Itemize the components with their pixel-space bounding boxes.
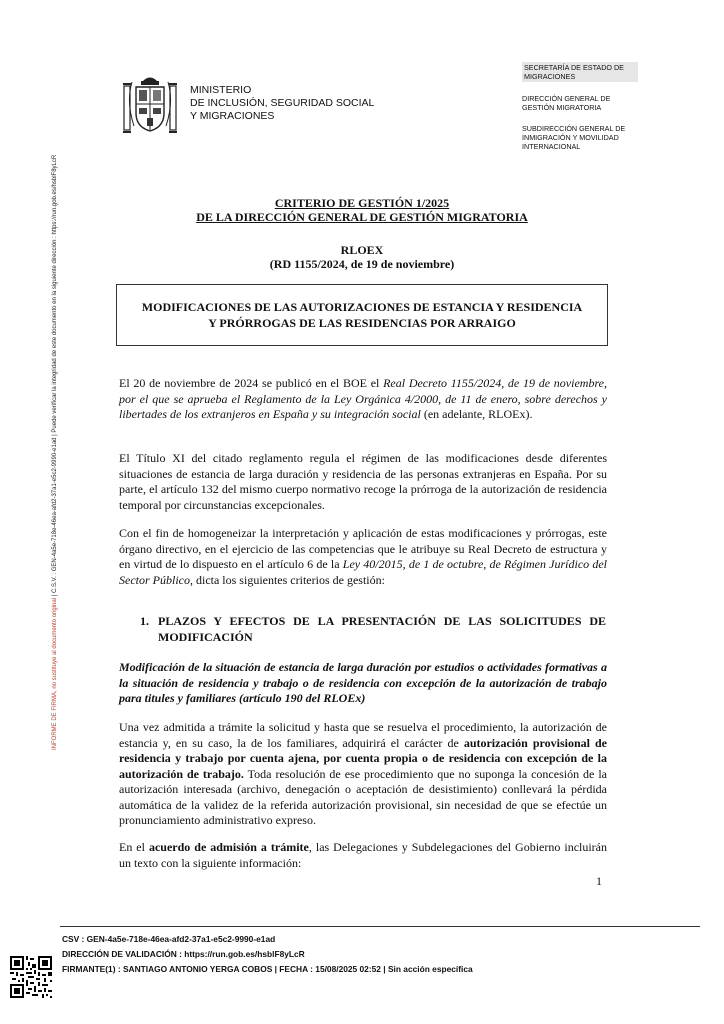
paragraph-admission [119, 840, 607, 871]
subject-box [116, 284, 608, 346]
paragraph-text: , las Delegaciones y Subdelegaciones del Gobierno incluirán un texto con la siguiente información: [119, 840, 608, 870]
section-number: 1. [140, 614, 149, 628]
paragraph-text: Una vez admitida a trámite la solicitud y hasta que se resuelva el procedimiento, la autorización de estancia y, en su caso, la de los familiares, adquirirá el carácter de [119, 720, 607, 750]
department-block [522, 62, 638, 163]
footer-signer: FIRMANTE(1) : SANTIAGO ANTONIO YERGA COBOS | FECHA : 15/08/2025 02:52 | Sin acción específica [62, 964, 473, 974]
bold-text: acuerdo de admisión a trámite [148, 840, 309, 854]
law-reference: Ley 40/2015, de 1 de octubre, de Régimen Jurídico del Sector Público [119, 557, 608, 587]
qr-code-icon [10, 956, 52, 998]
ministry-line: DE INCLUSIÓN, SEGURIDAD SOCIAL [190, 97, 375, 109]
page-number: 1 [596, 874, 602, 888]
ministry-line: Y MIGRACIONES [190, 110, 275, 122]
footer-csv: CSV : GEN-4a5e-718e-46ea-afd2-37a1-e5c2-9990-e1ad [62, 934, 276, 944]
subject-line-1: MODIFICACIONES DE LAS AUTORIZACIONES DE ESTANCIA Y RESIDENCIA [141, 300, 583, 314]
paragraph-text: El 20 de noviembre de 2024 se publicó en el BOE el [119, 376, 384, 390]
paragraph-text: (en adelante, RLOEx). [420, 407, 533, 421]
subject-line-2: Y PRÓRROGAS DE LAS RESIDENCIAS POR ARRAIGO [208, 316, 516, 330]
paragraph-intro [119, 376, 607, 423]
section-heading [140, 614, 606, 645]
coat-of-arms-icon [120, 72, 180, 140]
paragraph-text: , dicta los siguientes criterios de gestión: [189, 572, 385, 587]
verification-sidebar [47, 60, 63, 750]
subsection-heading: Modificación de la situación de estancia de larga duración por estudios o actividades formativas a la situación de residencia y trabajo o de residencia con excepción de la autorización de trabajo para titules y familiares (artículo 190 del RLOEx) [119, 660, 607, 705]
title-line-2: DE LA DIRECCIÓN GENERAL DE GESTIÓN MIGRATORIA [196, 210, 528, 224]
secretaria-label: SECRETARÍA DE ESTADO DE MIGRACIONES [522, 62, 638, 82]
ministry-line: MINISTERIO [190, 84, 252, 96]
paragraph-purpose [119, 526, 607, 588]
footer-validation: DIRECCIÓN DE VALIDACIÓN : https://run.gob.es/hsblF8yLcR [62, 949, 305, 959]
paragraph-text: En el [119, 840, 149, 854]
signature-report-note: INFORME DE FIRMA, no sustituye al documento original [52, 597, 58, 750]
subtitle-line-2: (RD 1155/2024, de 19 de noviembre) [269, 257, 455, 271]
paragraph-provisional [119, 720, 607, 829]
direccion-label: DIRECCIÓN GENERAL DE GESTIÓN MIGRATORIA [522, 94, 611, 112]
document-title [100, 196, 624, 224]
subtitle-line-1: RLOEX [340, 243, 384, 257]
document-subtitle [100, 243, 624, 271]
paragraph-text: Con el fin de homogeneizar la interpretación y aplicación de estas modificaciones y prórrogas, este órgano directivo, en el ejercicio de las competencias que le atribuye su Real Decreto de estructura y en virtud de lo dispuesto en el artículo 6 de la [119, 526, 607, 571]
title-line-1: CRITERIO DE GESTIÓN 1/2025 [274, 196, 450, 210]
decree-reference: Real Decreto 1155/2024, de 19 de noviembre, por el que se aprueba el Reglamento de la Ley Orgánica 4/2000, de 11 de enero, sobre derechos y libertades de los extranjeros en España y su integración social [119, 376, 607, 421]
footer-divider [60, 926, 700, 927]
ministry-name [190, 84, 374, 123]
csv-verification-note: | C.S.V. : GEN-4a5e-718e-46ea-afd2-37a1-e5c2-9990-e1ad | Puede verificar la integridad de este documento en la siguiente dirección : https://run.gob.es/hsblF8yLcR [52, 154, 58, 598]
bold-text: autorización provisional de residencia y trabajo por cuenta ajena, por cuenta propia o de residencia con excepción de la autorización de trabajo. [119, 735, 607, 781]
subdireccion-label: SUBDIRECCIÓN GENERAL DE INMIGRACIÓN Y MOVILIDAD INTERNACIONAL [522, 124, 626, 151]
paragraph-title-xi: El Título XI del citado reglamento regula el régimen de las modificaciones desde diferentes situaciones de estancia de larga duración y residencia de las personas extranjeras en España. Por su parte, el artículo 132 del mismo cuerpo normativo recoge la prórroga de la autorización de residencia temporal por circunstancias excepcionales. [119, 451, 607, 512]
verification-text [47, 60, 63, 750]
paragraph-text: Toda resolución de ese procedimiento que no suponga la concesión de la autorización interesada (archivo, denegación o aceptación de desistimiento) conllevará la pérdida automática de la validez de la referida autorización provisional, sin necesidad de que se efectúe un pronunciamiento administrativo expreso. [119, 766, 608, 827]
section-title: PLAZOS Y EFECTOS DE LA PRESENTACIÓN DE LAS SOLICITUDES DE MODIFICACIÓN [158, 614, 606, 644]
